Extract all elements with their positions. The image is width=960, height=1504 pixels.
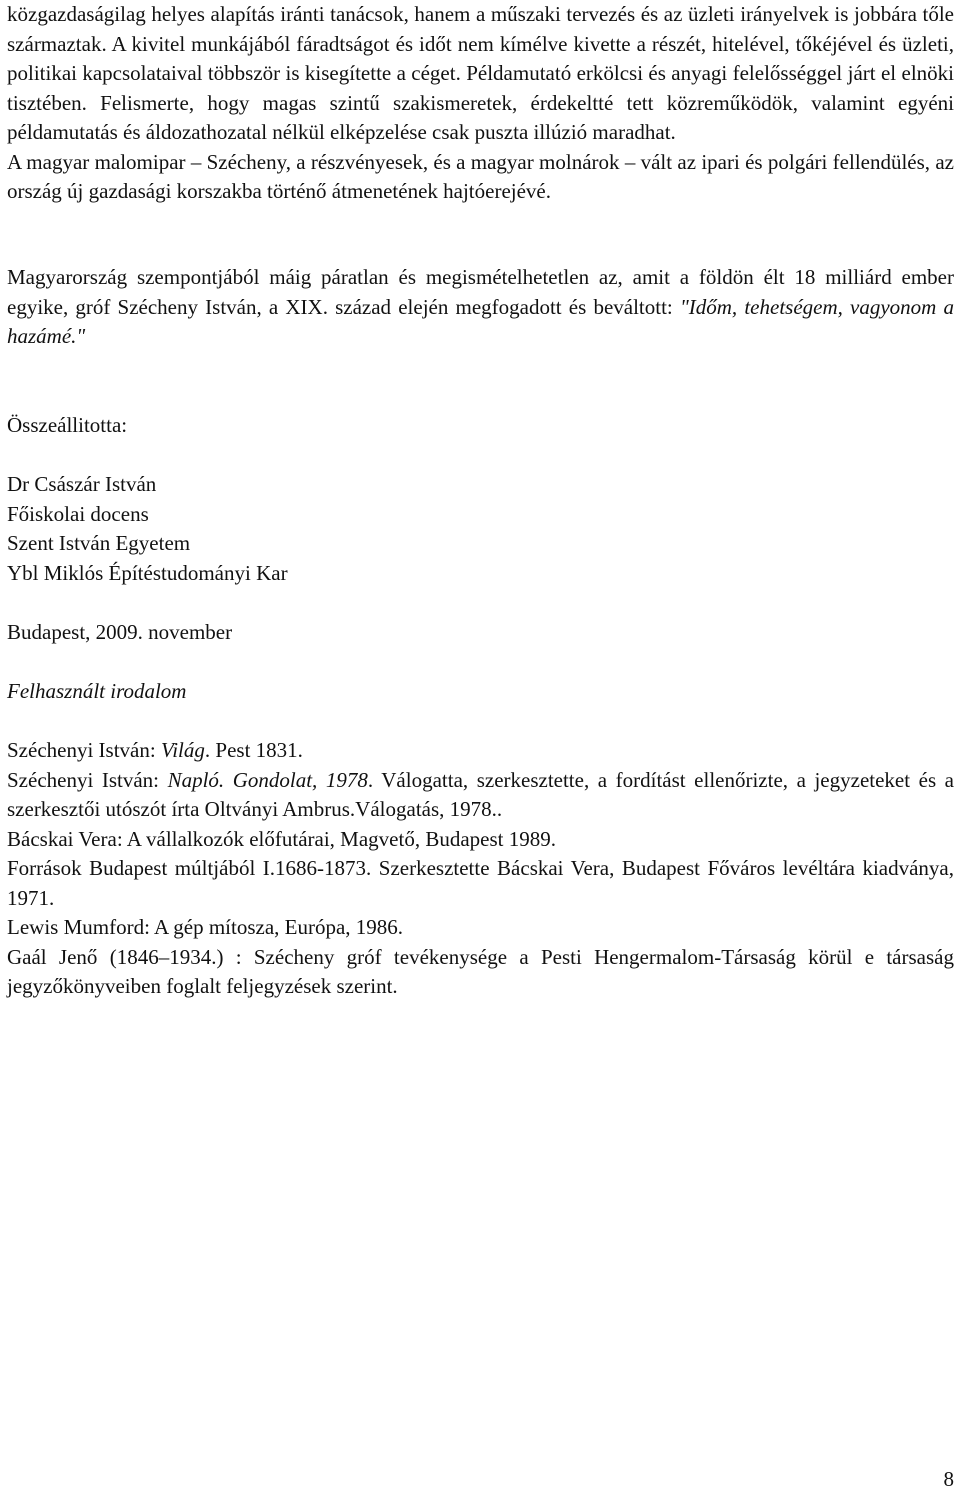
paragraph-2-body: Magyarország szempontjából máig páratlan és megismételhetetlen az, amit a földön élt 18 milliárd ember egyike, gróf Szécheny István, a XIX. század elején megfogadott és beváltott:: [7, 265, 954, 319]
reference-item: [7, 825, 954, 855]
paragraph-1-text-2: A magyar malomipar – Szécheny, a részvényesek, és a magyar molnárok – vált az ipari és polgári fellendülés, az ország új gazdasági korszakba történő átmenetének hajtóerejévé.: [7, 149, 954, 203]
author-university: Szent István Egyetem: [7, 531, 191, 555]
paragraph-1: [7, 0, 954, 207]
reference-text: Gaál Jenő (1846–1934.) : Szécheny gróf tevékenysége a Pesti Hengermalom-Társaság körül e társaság jegyzőkönyveiben foglalt feljegyzések szerint.: [7, 944, 954, 998]
paragraph-2-text: [7, 263, 954, 352]
author-name: Dr Császár István: [7, 472, 157, 496]
reference-item: [7, 943, 954, 1002]
literature-heading: Felhasznált irodalom: [7, 679, 187, 703]
reference-text: Széchenyi István:: [7, 767, 168, 792]
reference-text: . Válogatta, szerkesztette, a fordítást ellenőrizte, a jegyzeteket és a szerkesztői utószót írta Oltványi Ambrus.Válogatás, 1978..: [7, 767, 954, 821]
reference-text: Széchenyi István:: [7, 738, 161, 762]
reference-item: [7, 854, 954, 913]
reference-text: Bácskai Vera: A vállalkozók előfutárai, Magvető, Budapest 1989.: [7, 826, 556, 851]
compiled-by-label: Összeállitotta:: [7, 413, 128, 437]
references-list: [7, 736, 954, 1002]
author-faculty: Ybl Miklós Építéstudományi Kar: [7, 560, 288, 585]
place-date: Budapest, 2009. november: [7, 620, 233, 644]
author-position: Főiskolai docens: [7, 501, 149, 526]
paragraph-2: [7, 263, 954, 352]
reference-text: . Pest 1831.: [204, 738, 303, 762]
reference-text: Források Budapest múltjából I.1686-1873. Szerkesztette Bácskai Vera, Budapest Főváros levéltára kiadványa, 1971.: [7, 856, 954, 910]
page-number: 8: [943, 1467, 954, 1491]
reference-item: [7, 736, 954, 766]
paragraph-2-quote: "Időm, tehetségem, vagyonom a hazámé.": [7, 294, 955, 348]
reference-item: [7, 766, 954, 825]
reference-item: [7, 913, 954, 943]
reference-text: Lewis Mumford: A gép mítosza, Európa, 1986.: [7, 915, 404, 939]
author-block: [7, 470, 288, 588]
paragraph-1-text: közgazdaságilag helyes alapítás iránti tanácsok, hanem a műszaki tervezés és az üzleti irányelvek is jobbára tőle származtak. A kivitel munkájából fáradtságot és időt nem kímélve kivette a részét, hitelével, tőkéjével és üzleti, politikai kapcsolataival többször is kisegítette a céget. Példamutató erkölcsi és anyagi felelősséggel járt el elnöki tisztében. Felismerte, hogy magas szintű szakismeretek, érdekeltté tett közreműködök, valamint egyéni példamutatás és áldozathozatal nélkül elképzelése csak puszta illúzió maradhat.: [7, 2, 954, 144]
reference-title: Napló. Gondolat, 1978: [167, 767, 368, 792]
reference-title: Világ: [160, 738, 205, 762]
